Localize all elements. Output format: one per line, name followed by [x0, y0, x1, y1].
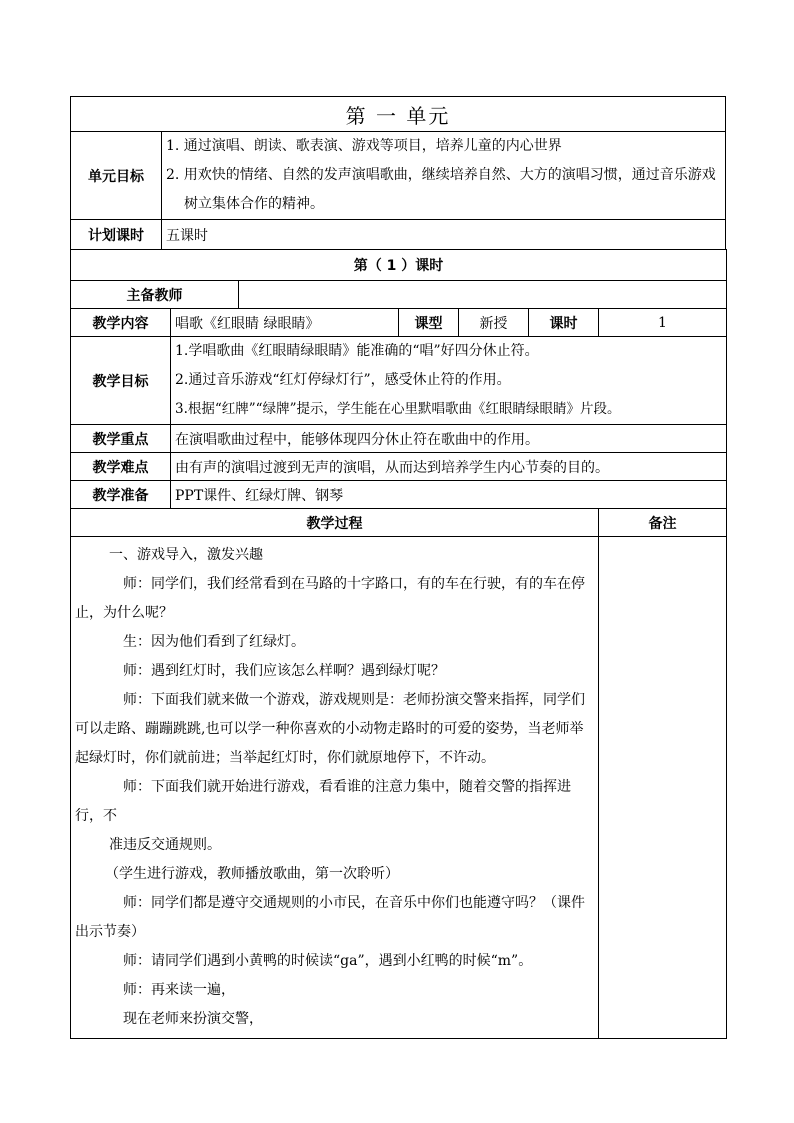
process-paragraph: 师：下面我们就来做一个游戏，游戏规则是：老师扮演交警来指挥，同学们可以走路、蹦蹦跳跳,也可以学一种你喜欢的小动物走路时的可爱的姿势，当老师举起绿灯时，你们就前进；当举起红灯时，你们就原地停下，不许动。: [75, 692, 585, 766]
notes-header: 备注: [599, 509, 727, 537]
plan-hours-value: 五课时: [162, 220, 726, 250]
unit-title: 第 一 单元: [71, 97, 726, 132]
process-content: [71, 537, 599, 1039]
process-paragraph: 师：同学们，我们经常看到在马路的十字路口，有的车在行驶，有的车在停止，为什么呢？: [75, 576, 585, 621]
process-paragraph: 准违反交通规则。: [109, 837, 221, 853]
process-paragraph: 一、游戏导入，激发兴趣: [109, 547, 263, 563]
notes-column: [599, 537, 727, 1039]
lesson-hours-value: 1: [599, 309, 727, 337]
objective-item: 2.通过音乐游戏“红灯停绿灯行”，感受休止符的作用。: [175, 372, 511, 388]
process-paragraph: 师：遇到红灯时，我们应该怎么样啊？遇到绿灯呢？: [123, 663, 445, 679]
unit-goal-item: 2. 用欢快的情绪、自然的发声演唱歌曲，继续培养自然、大方的演唱习惯，通过音乐游戏树立集体合作的精神。: [166, 167, 716, 212]
lesson-title: 第（ 1 ）课时: [71, 250, 727, 281]
preparation-value: PPT课件、红绿灯牌、钢琴: [171, 481, 727, 509]
key-point-value: 在演唱歌曲过程中，能够体现四分休止符在歌曲中的作用。: [171, 425, 727, 453]
objectives-label: 教学目标: [71, 337, 171, 425]
lesson-type-label: 课型: [399, 309, 459, 337]
content-value: 唱歌《红眼睛 绿眼睛》: [171, 309, 399, 337]
unit-goal-label: 单元目标: [71, 132, 162, 220]
process-paragraph: 师：请同学们遇到小黄鸭的时候读“ga”，遇到小红鸭的时候“m”。: [123, 953, 533, 969]
unit-table: [70, 96, 726, 250]
lead-teacher-value: [239, 281, 727, 309]
plan-hours-label: 计划课时: [71, 220, 162, 250]
process-paragraph: 师：再来读一遍，: [123, 982, 235, 998]
process-paragraph: 现在老师来扮演交警，: [123, 1011, 263, 1027]
unit-goal-item: 1. 通过演唱、朗读、歌表演、游戏等项目，培养儿童的内心世界: [166, 138, 562, 154]
lesson-hours-label: 课时: [529, 309, 599, 337]
lead-teacher-label: 主备教师: [71, 281, 239, 309]
key-point-label: 教学重点: [71, 425, 171, 453]
lesson-table: [70, 249, 727, 1039]
process-paragraph: （学生进行游戏，教师播放歌曲，第一次聆听）: [105, 866, 399, 882]
content-label: 教学内容: [71, 309, 171, 337]
objective-item: 1.学唱歌曲《红眼睛绿眼睛》能准确的“唱”好四分休止符。: [175, 343, 539, 359]
preparation-label: 教学准备: [71, 481, 171, 509]
objectives-content: [171, 337, 727, 425]
unit-goal-content: [162, 132, 726, 220]
difficulty-value: 由有声的演唱过渡到无声的演唱，从而达到培养学生内心节奏的目的。: [171, 453, 727, 481]
lesson-plan-sheet: [70, 96, 726, 1039]
process-paragraph: 生：因为他们看到了红绿灯。: [123, 634, 305, 650]
objective-item: 3.根据“红牌”“绿牌”提示，学生能在心里默唱歌曲《红眼睛绿眼睛》片段。: [175, 401, 621, 417]
difficulty-label: 教学难点: [71, 453, 171, 481]
process-paragraph: 师：同学们都是遵守交通规则的小市民，在音乐中你们也能遵守吗？（课件出示节奏）: [75, 895, 585, 940]
process-paragraph: 师：下面我们就开始进行游戏，看看谁的注意力集中，随着交警的指挥进行，不: [75, 779, 571, 824]
process-header: 教学过程: [71, 509, 599, 537]
lesson-type-value: 新授: [459, 309, 529, 337]
